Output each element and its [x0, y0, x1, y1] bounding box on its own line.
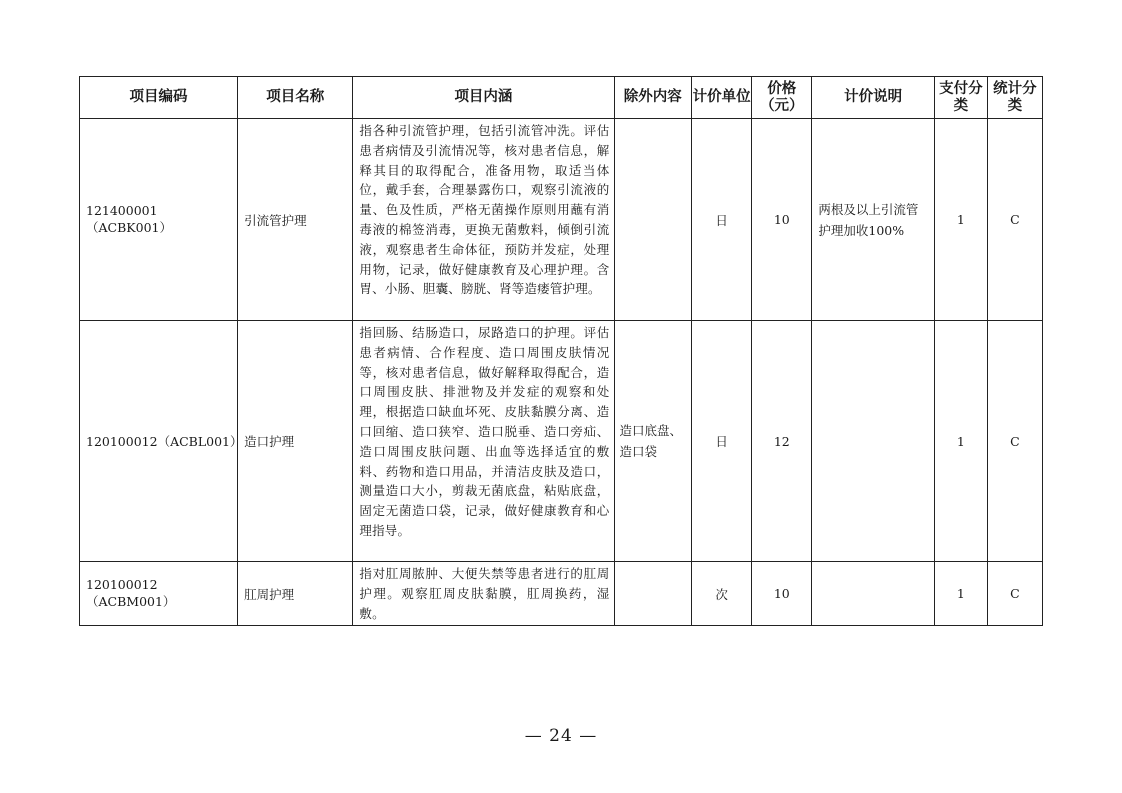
- cell-content: 指各种引流管护理，包括引流管冲洗。评估患者病情及引流情况等，核对患者信息，解释其目的取得配合，准备用物，取适当体位，戴手套，合理暴露伤口，观察引流液的量、色及性质，严格无菌操作原则用蘸有消毒液的棉签消毒，更换无菌敷料，倾倒引流液，观察患者生命体征，预防并发症，处理用物，记录，做好健康教育及心理护理。含胃、小肠、胆囊、膀胱、肾等造瘘管护理。: [353, 119, 614, 321]
- cell-name: 造口护理: [238, 321, 353, 562]
- header-name: 项目名称: [238, 77, 353, 119]
- cell-price: 10: [752, 119, 812, 321]
- cell-payment: 1: [934, 321, 987, 562]
- cell-code: 121400001（ACBK001）: [80, 119, 238, 321]
- cell-name: 引流管护理: [238, 119, 353, 321]
- cell-excluded: 造口底盘、造口袋: [614, 321, 692, 562]
- cell-code: 120100012（ACBM001）: [80, 562, 238, 626]
- cell-payment: 1: [934, 562, 987, 626]
- table-row: [80, 321, 1043, 562]
- cell-note: [812, 562, 934, 626]
- cell-unit: 日: [692, 321, 752, 562]
- header-stat: 统计分类: [987, 77, 1042, 119]
- cell-content: 指回肠、结肠造口，尿路造口的护理。评估患者病情、合作程度、造口周围皮肤情况等，核对患者信息，做好解释取得配合，造口周围皮肤、排泄物及并发症的观察和处理，根据造口缺血坏死、皮肤黏膜分离、造口回缩、造口狭窄、造口脱垂、造口旁疝、造口周围皮肤问题、出血等选择适宜的敷料、药物和造口用品，并清洁皮肤及造口，测量造口大小，剪裁无菌底盘，粘贴底盘，固定无菌造口袋，记录，做好健康教育和心理指导。: [353, 321, 614, 562]
- table-row: [80, 562, 1043, 626]
- cell-stat: C: [987, 321, 1042, 562]
- header-payment: 支付分类: [934, 77, 987, 119]
- cell-name: 肛周护理: [238, 562, 353, 626]
- header-price: 价格（元）: [752, 77, 812, 119]
- cell-price: 12: [752, 321, 812, 562]
- cell-content: 指对肛周脓肿、大便失禁等患者进行的肛周护理。观察肛周皮肤黏膜，肛周换药，湿敷。: [353, 562, 614, 626]
- cell-excluded: [614, 119, 692, 321]
- cell-note: [812, 321, 934, 562]
- cell-stat: C: [987, 119, 1042, 321]
- table-row: [80, 119, 1043, 321]
- cell-note: 两根及以上引流管护理加收100%: [812, 119, 934, 321]
- cell-stat: C: [987, 562, 1042, 626]
- cell-code: 120100012（ACBL001）: [80, 321, 238, 562]
- cell-excluded: [614, 562, 692, 626]
- header-content: 项目内涵: [353, 77, 614, 119]
- header-row: [80, 77, 1043, 119]
- page-number: — 24 —: [524, 726, 598, 746]
- pricing-table: [79, 76, 1043, 626]
- cell-payment: 1: [934, 119, 987, 321]
- cell-unit: 日: [692, 119, 752, 321]
- header-unit: 计价单位: [692, 77, 752, 119]
- header-excluded: 除外内容: [614, 77, 692, 119]
- header-code: 项目编码: [80, 77, 238, 119]
- cell-unit: 次: [692, 562, 752, 626]
- header-note: 计价说明: [812, 77, 934, 119]
- cell-price: 10: [752, 562, 812, 626]
